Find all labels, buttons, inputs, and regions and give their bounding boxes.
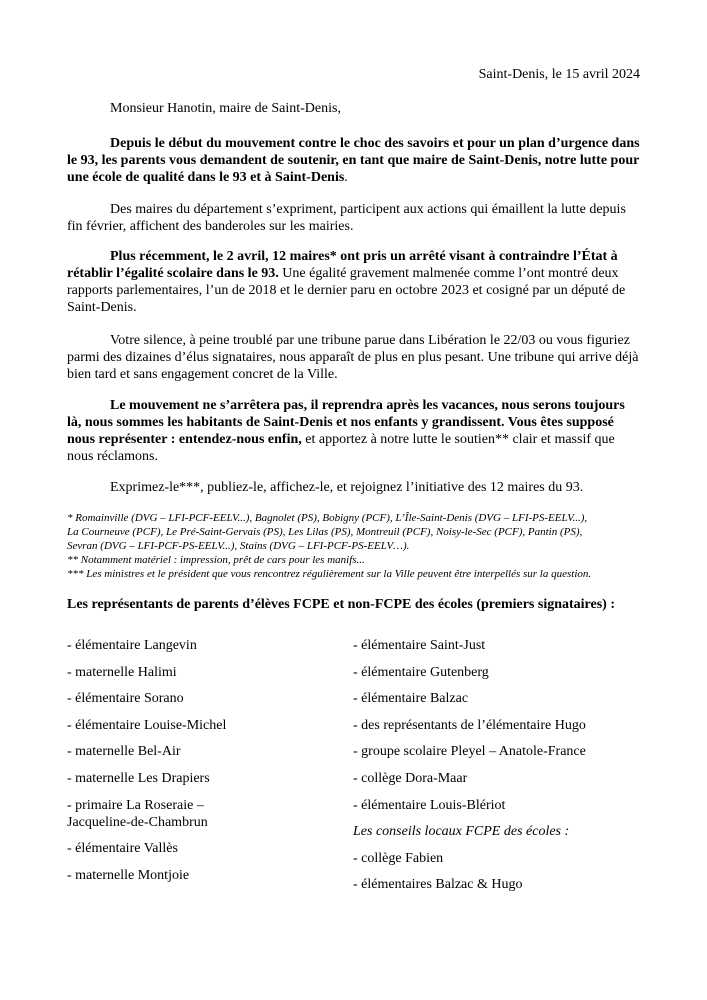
list-item: - élémentaires Balzac & Hugo [353, 877, 523, 893]
list-item: - élémentaire Louise-Michel [67, 717, 227, 733]
paragraph-1 [67, 135, 640, 186]
footnote-line: Sevran (DVG – LFI-PCF-PS-EELV...), Stains (DVG – LFI-PCF-PS-EELV…). [67, 540, 410, 552]
paragraph-3-bold: Plus récemment, le 2 avril, 12 maires* ont pris un arrêté visant à contraindre l’État à rétablir l’égalité scolaire dans le 93. [67, 249, 618, 281]
paragraph-5-bold: Le mouvement ne s’arrêtera pas, il reprendra après les vacances, nous serons toujours là, nous sommes les habitants de Saint-Denis et nos enfants y grandissent. Vous êtes supposé nous représenter : entendez-nous enfin, [67, 398, 625, 447]
paragraph-5 [67, 397, 640, 465]
footnote-line: ** Notamment matériel : impression, prêt de cars pour les manifs... [67, 554, 365, 566]
list-item: - maternelle Bel-Air [67, 744, 181, 760]
list-item: - collège Fabien [353, 850, 444, 866]
list-item: - maternelle Halimi [67, 664, 177, 680]
list-item: - élémentaire Gutenberg [353, 664, 489, 680]
list-item: - groupe scolaire Pleyel – Anatole-France [353, 744, 586, 760]
fcpe-councils-heading: Les conseils locaux FCPE des écoles : [353, 824, 570, 840]
list-item: - élémentaire Balzac [353, 691, 469, 707]
list-item: - élémentaire Louis-Blériot [353, 797, 506, 813]
list-item: - maternelle Les Drapiers [67, 770, 210, 786]
footnote-line: * Romainville (DVG – LFI-PCF-EELV...), Bagnolet (PS), Bobigny (PCF), L’Île-Saint-Denis (DVG – LFI-PS-EELV...), [67, 512, 588, 524]
paragraph-6: Exprimez-le***, publiez-le, affichez-le, et rejoignez l’initiative des 12 maires du 93. [110, 480, 584, 495]
paragraph-1-bold: Depuis le début du mouvement contre le choc des savoirs et pour un plan d’urgence dans le 93, les parents vous demandent de soutenir, en tant que maire de Saint-Denis, notre lutte pour une école de qualité dans le 93 et à Saint-Denis [67, 136, 640, 185]
list-item: - primaire La Roseraie – Jacqueline-de-Chambrun [67, 797, 208, 830]
paragraph-1-end: . [344, 170, 348, 185]
list-item: - élémentaire Langevin [67, 638, 197, 653]
signatories-left-column [67, 637, 317, 893]
list-item: - des représentants de l’élémentaire Hugo [353, 717, 586, 733]
signatories-heading: Les représentants de parents d’élèves FCPE et non-FCPE des écoles (premiers signataires) : [67, 597, 615, 612]
list-item: - élémentaire Saint-Just [353, 638, 486, 653]
list-item: - maternelle Montjoie [67, 867, 190, 883]
signatories-right-column [353, 637, 643, 903]
list-item: - collège Dora-Maar [353, 770, 468, 786]
list-item: - élémentaire Sorano [67, 691, 184, 707]
paragraph-2: Des maires du département s’expriment, participent aux actions qui émaillent la lutte depuis fin février, affichent des banderoles sur les mairies. [67, 202, 626, 234]
footnote-line: *** Les ministres et le président que vous rencontrez régulièrement sur la Ville peuvent être interpellés sur la question. [67, 568, 592, 580]
footnotes [67, 511, 647, 581]
salutation: Monsieur Hanotin, maire de Saint-Denis, [110, 101, 341, 116]
footnote-line: La Courneuve (PCF), Le Pré-Saint-Gervais (PS), Les Lilas (PS), Montreuil (PCF), Noisy-le-Sec (PCF), Pantin (PS), [67, 526, 583, 538]
paragraph-4: Votre silence, à peine troublé par une tribune parue dans Libération le 22/03 ou vous figuriez parmi des dizaines d’élus signataires, nous apparaît de plus en plus pesant. Une tribune qui arrive déjà bien tard et sans engagement concret de la Ville. [67, 333, 639, 382]
paragraph-3-rest: Une égalité gravement malmenée comme l’ont montré deux rapports parlementaires, l’un de 2018 et le dernier paru en octobre 2023 et cosigné par un député de Saint-Denis. [67, 266, 626, 315]
paragraph-5-rest: et apportez à notre lutte le soutien** clair et massif que nous réclamons. [67, 432, 615, 464]
letter-date: Saint-Denis, le 15 avril 2024 [478, 67, 640, 82]
list-item: - élémentaire Vallès [67, 841, 178, 857]
paragraph-3 [67, 248, 640, 316]
